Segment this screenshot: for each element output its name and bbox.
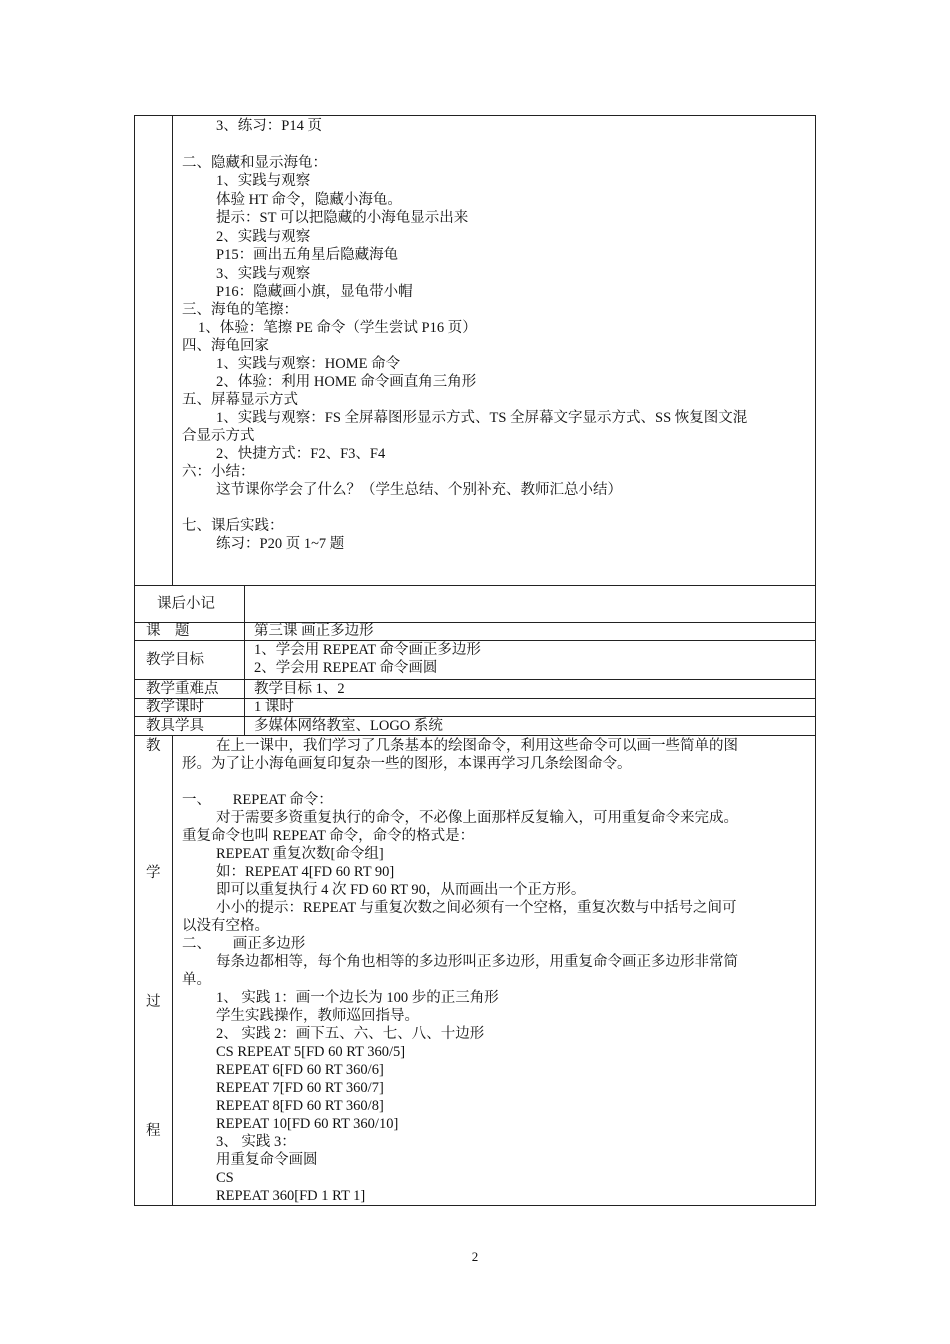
text-line: 四、海龟回家 bbox=[182, 338, 269, 354]
text-line: 1、实践与观察：FS 全屏幕图形显示方式、TS 全屏幕文字显示方式、SS 恢复图文混 bbox=[216, 410, 748, 426]
text-line: 七、课后实践： bbox=[182, 518, 284, 534]
text-line: 重复命令也叫 REPEAT 命令，命令的格式是： bbox=[182, 828, 475, 844]
text-line: CS bbox=[216, 1170, 234, 1186]
process-label-divider bbox=[172, 735, 173, 1205]
text-line: 在上一课中，我们学习了几条基本的绘图命令，利用这些命令可以画一些简单的图 bbox=[216, 738, 738, 754]
text-line: REPEAT 7[FD 60 RT 360/7] bbox=[216, 1080, 384, 1096]
text-line: 单。 bbox=[182, 972, 211, 988]
text-line: 这节课你学会了什么？（学生总结、个别补充、教师汇总小结） bbox=[216, 482, 622, 498]
text-line: 如：REPEAT 4[FD 60 RT 90] bbox=[216, 864, 395, 880]
text-line: 3、实践与观察 bbox=[216, 266, 311, 282]
teaching-goal-label: 教学目标 bbox=[146, 652, 204, 668]
after-class-divider bbox=[244, 585, 245, 622]
text-line: 3、 实践 3： bbox=[216, 1134, 296, 1150]
text-line: 练习：P20 页 1~7 题 bbox=[216, 536, 345, 552]
table-left-border bbox=[134, 115, 135, 1205]
table-top-border bbox=[134, 115, 816, 116]
lesson-title-label: 课 题 bbox=[146, 623, 190, 639]
class-hours-label: 教学课时 bbox=[146, 699, 204, 715]
text-line: REPEAT 8[FD 60 RT 360/8] bbox=[216, 1098, 384, 1114]
difficulty-label: 教学重难点 bbox=[146, 681, 219, 697]
row-divider-difficulty bbox=[134, 679, 816, 680]
row-divider-process bbox=[134, 735, 816, 736]
text-line: REPEAT 重复次数[命令组] bbox=[216, 846, 384, 862]
text-line: 小小的提示：REPEAT 与重复次数之间必须有一个空格，重复次数与中括号之间可 bbox=[216, 900, 737, 916]
text-line: P16：隐藏画小旗，显龟带小帽 bbox=[216, 284, 413, 300]
table-right-border bbox=[815, 115, 816, 1205]
text-line: 3、练习：P14 页 bbox=[216, 118, 322, 134]
text-line: 体验 HT 命令，隐藏小海龟。 bbox=[216, 192, 402, 208]
after-class-label: 课后小记 bbox=[157, 596, 215, 612]
text-line: 即可以重复执行 4 次 FD 60 RT 90，从而画出一个正方形。 bbox=[216, 882, 586, 898]
text-line: CS REPEAT 5[FD 60 RT 360/5] bbox=[216, 1044, 406, 1060]
process-side-label: 学 bbox=[146, 865, 161, 881]
text-line: 六：小结： bbox=[182, 464, 255, 480]
text-line: 用重复命令画圆 bbox=[216, 1152, 318, 1168]
teaching-tools-label: 教具学具 bbox=[146, 718, 204, 734]
row-divider-tools bbox=[134, 716, 816, 717]
text-line: 提示：ST 可以把隐藏的小海龟显示出来 bbox=[216, 210, 469, 226]
text-line: 对于需要多资重复执行的命令，不必像上面那样反复输入，可用重复命令来完成。 bbox=[216, 810, 738, 826]
text-line: 2、实践与观察 bbox=[216, 229, 311, 245]
text-line: 五、屏幕显示方式 bbox=[182, 392, 298, 408]
text-line: 2、体验：利用 HOME 命令画直角三角形 bbox=[216, 374, 477, 390]
text-line: 1、 实践 1：画一个边长为 100 步的正三角形 bbox=[216, 990, 499, 1006]
text-line: 三、海龟的笔擦： bbox=[182, 302, 298, 318]
text-line: 一、 REPEAT 命令： bbox=[182, 792, 333, 808]
text-line: 1、体验：笔擦 PE 命令（学生尝试 P16 页） bbox=[198, 320, 477, 336]
text-line: 二、隐藏和显示海龟： bbox=[182, 155, 327, 171]
text-line: 二、 画正多边形 bbox=[182, 936, 306, 952]
difficulty-value: 教学目标 1、2 bbox=[254, 681, 345, 697]
text-line: REPEAT 10[FD 60 RT 360/10] bbox=[216, 1116, 399, 1132]
text-line: 1、实践与观察 bbox=[216, 173, 311, 189]
lesson-title-value: 第三课 画正多边形 bbox=[254, 623, 374, 639]
text-line: REPEAT 360[FD 1 RT 1] bbox=[216, 1188, 366, 1204]
text-line: 形。为了让小海龟画复印复杂一些的图形，本课再学习几条绘图命令。 bbox=[182, 756, 632, 772]
class-hours-value: 1 课时 bbox=[254, 699, 294, 715]
page-number: 2 bbox=[471, 1249, 479, 1264]
process-side-label: 教 bbox=[146, 738, 161, 754]
info-label-divider bbox=[244, 622, 245, 735]
text-line: 以没有空格。 bbox=[182, 918, 269, 934]
teaching-goal-line: 2、学会用 REPEAT 命令画圆 bbox=[254, 660, 438, 676]
row-divider-after-class bbox=[134, 585, 816, 586]
text-line: 2、 实践 2：画下五、六、七、八、十边形 bbox=[216, 1026, 485, 1042]
text-line: 合显示方式 bbox=[182, 428, 255, 444]
process-side-label: 程 bbox=[146, 1123, 161, 1139]
process-side-label: 过 bbox=[146, 994, 161, 1010]
text-line: 学生实践操作，教师巡回指导。 bbox=[216, 1008, 419, 1024]
teaching-goal-line: 1、学会用 REPEAT 命令画正多边形 bbox=[254, 642, 481, 658]
text-line: 1、实践与观察：HOME 命令 bbox=[216, 356, 401, 372]
top-section-inner-divider bbox=[172, 115, 173, 585]
row-divider-title bbox=[134, 622, 816, 623]
row-divider-hours bbox=[134, 698, 816, 699]
teaching-tools-value: 多媒体网络教室、LOGO 系统 bbox=[254, 718, 443, 734]
text-line: 2、快捷方式：F2、F3、F4 bbox=[216, 446, 386, 462]
text-line: 每条边都相等，每个角也相等的多边形叫正多边形，用重复命令画正多边形非常简 bbox=[216, 954, 738, 970]
text-line: P15：画出五角星后隐藏海龟 bbox=[216, 247, 399, 263]
text-line: REPEAT 6[FD 60 RT 360/6] bbox=[216, 1062, 384, 1078]
